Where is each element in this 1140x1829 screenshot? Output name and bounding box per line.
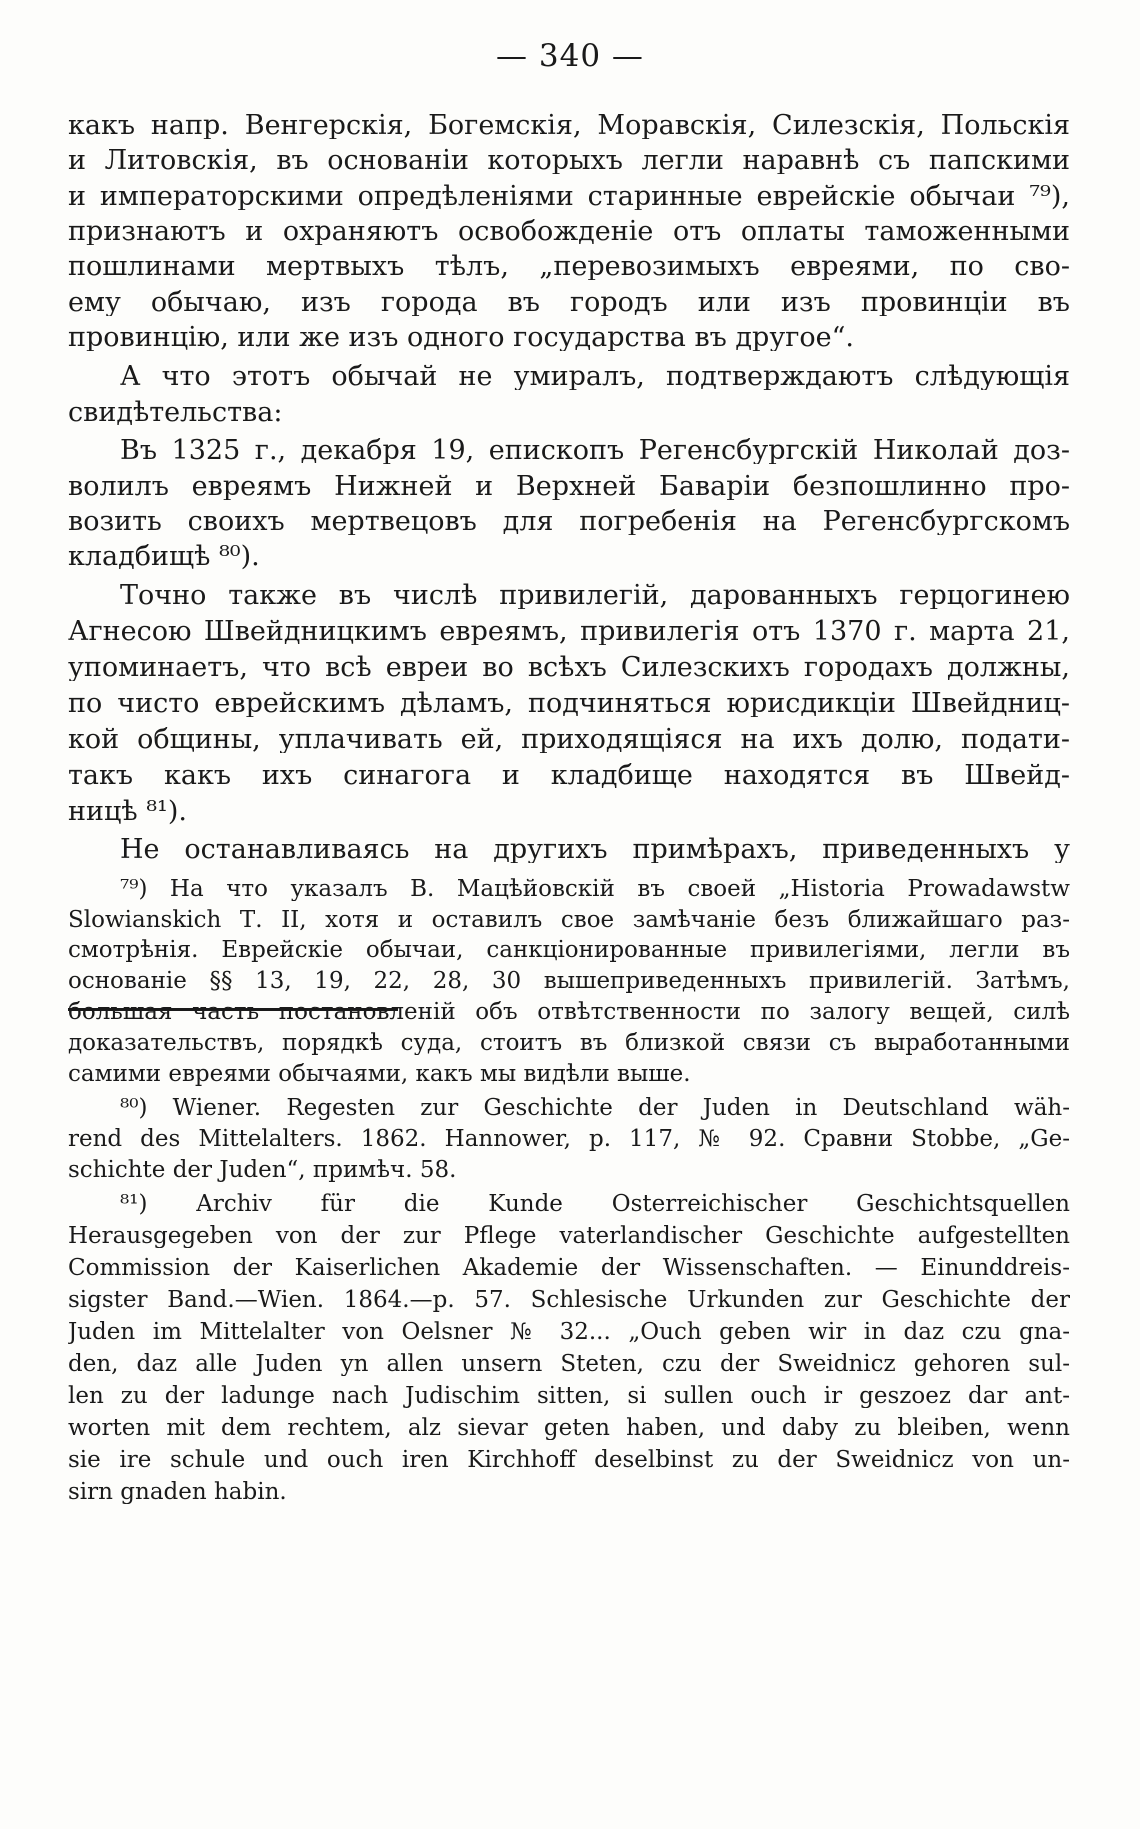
body-line: такъ какъ ихъ синагога и кладбище находятся въ Швейд- <box>68 762 1070 789</box>
body-line: провинцію, или же изъ одного государства въ другое“. <box>68 324 854 351</box>
body-line: и императорскими опредѣленіями старинные еврейскіе обычаи ⁷⁹), <box>68 183 1070 210</box>
footnote-line: доказательствъ, порядкѣ суда, стоитъ въ близкой связи съ выработанными <box>68 1032 1070 1055</box>
body-line: кой общины, уплачивать ей, приходящіяся на ихъ долю, подати- <box>68 726 1070 753</box>
body-line: Въ 1325 г., декабря 19, епископъ Регенсбургскій Николай доз- <box>120 437 1070 464</box>
footnote-line: основаніе §§ 13, 19, 22, 28, 30 вышеприведенныхъ привилегій. Затѣмъ, <box>68 970 1070 993</box>
body-line: и Литовскія, въ основаніи которыхъ легли наравнѣ съ папскими <box>68 147 1070 174</box>
footnote-line: worten mit dem rechtem, alz sievar geten haben, und daby zu bleiben, wenn <box>68 1417 1070 1440</box>
footnote-line: sie ire schule und ouch iren Kirchhoff deselbinst zu der Sweidnicz von un- <box>68 1449 1070 1472</box>
body-line: ему обычаю, изъ города въ городъ или изъ провинціи въ <box>68 289 1070 316</box>
body-line: какъ напр. Венгерскія, Богемскія, Моравскія, Силезскія, Польскія <box>68 112 1070 139</box>
footnote-line: den, daz alle Juden yn allen unsern Steten, czu der Sweidnicz gehoren sul- <box>68 1353 1070 1376</box>
footnote-line: ⁸⁰) Wiener. Regesten zur Geschichte der Juden in Deutschland wäh- <box>120 1097 1070 1120</box>
footnote-line: sirn gnaden habin. <box>68 1481 287 1504</box>
footnote-line: ⁷⁹) На что указалъ В. Мацѣйовскій въ своей „Historia Prowadawstw <box>120 878 1070 901</box>
body-line: по чисто еврейскимъ дѣламъ, подчиняться юрисдикціи Швейдниц- <box>68 690 1070 717</box>
footnote-line: Herausgegeben von der zur Pflege vaterlandischer Geschichte aufgestellten <box>68 1225 1070 1248</box>
body-line: А что этотъ обычай не умиралъ, подтверждаютъ слѣдующія <box>120 363 1070 390</box>
body-line: ницѣ ⁸¹). <box>68 798 187 825</box>
footnote-line: Juden im Mittelalter von Oelsner № 32... „Ouch geben wir in daz czu gna- <box>68 1321 1070 1344</box>
footnote-line: большая часть постановленій объ отвѣтственности по залогу вещей, силѣ <box>68 1001 1070 1024</box>
body-line: возить своихъ мертвецовъ для погребенія на Регенсбургскомъ <box>68 508 1070 535</box>
footnote-line: rend des Mittelalters. 1862. Hannower, p. 117, № 92. Сравни Stobbe, „Ge- <box>68 1128 1070 1151</box>
body-line: признаютъ и охраняютъ освобожденіе отъ оплаты таможенными <box>68 218 1070 245</box>
footnote-line: len zu der ladunge nach Judischim sitten, si sullen ouch ir geszoez dar ant- <box>68 1385 1070 1408</box>
body-line: свидѣтельства: <box>68 399 283 426</box>
body-line: Не останавливаясь на другихъ примѣрахъ, приведенныхъ у <box>120 836 1070 863</box>
body-line: Точно также въ числѣ привилегій, дарованныхъ герцогинею <box>120 582 1070 609</box>
footnote-line: schichte der Juden“, примѣч. 58. <box>68 1159 457 1182</box>
footnote-line: Commission der Kaiserlichen Akademie der Wissenschaften. — Einunddreis- <box>68 1257 1070 1280</box>
footnote-line: sigster Band.—Wien. 1864.—p. 57. Schlesische Urkunden zur Geschichte der <box>68 1289 1070 1312</box>
footnote-line: самими евреями обычаями, какъ мы видѣли выше. <box>68 1063 691 1086</box>
footnote-line: ⁸¹) Archiv für die Kunde Osterreichischer Geschichtsquellen <box>120 1193 1070 1216</box>
footnote-line: смотрѣнія. Еврейскіе обычаи, санкціонированные привилегіями, легли въ <box>68 939 1070 962</box>
body-line: волилъ евреямъ Нижней и Верхней Баваріи безпошлинно про- <box>68 473 1070 500</box>
body-line: кладбищѣ ⁸⁰). <box>68 543 260 570</box>
page-number: — 340 — <box>496 38 644 74</box>
body-line: Агнесою Швейдницкимъ евреямъ, привилегія отъ 1370 г. марта 21, <box>68 618 1070 645</box>
footnote-line: Slowianskich Т. II, хотя и оставилъ свое замѣчаніе безъ ближайшаго раз- <box>68 909 1070 932</box>
body-line: пошлинами мертвыхъ тѣлъ, „перевозимыхъ евреями, по сво- <box>68 253 1070 280</box>
body-line: упоминаетъ, что всѣ евреи во всѣхъ Силезскихъ городахъ должны, <box>68 654 1070 681</box>
